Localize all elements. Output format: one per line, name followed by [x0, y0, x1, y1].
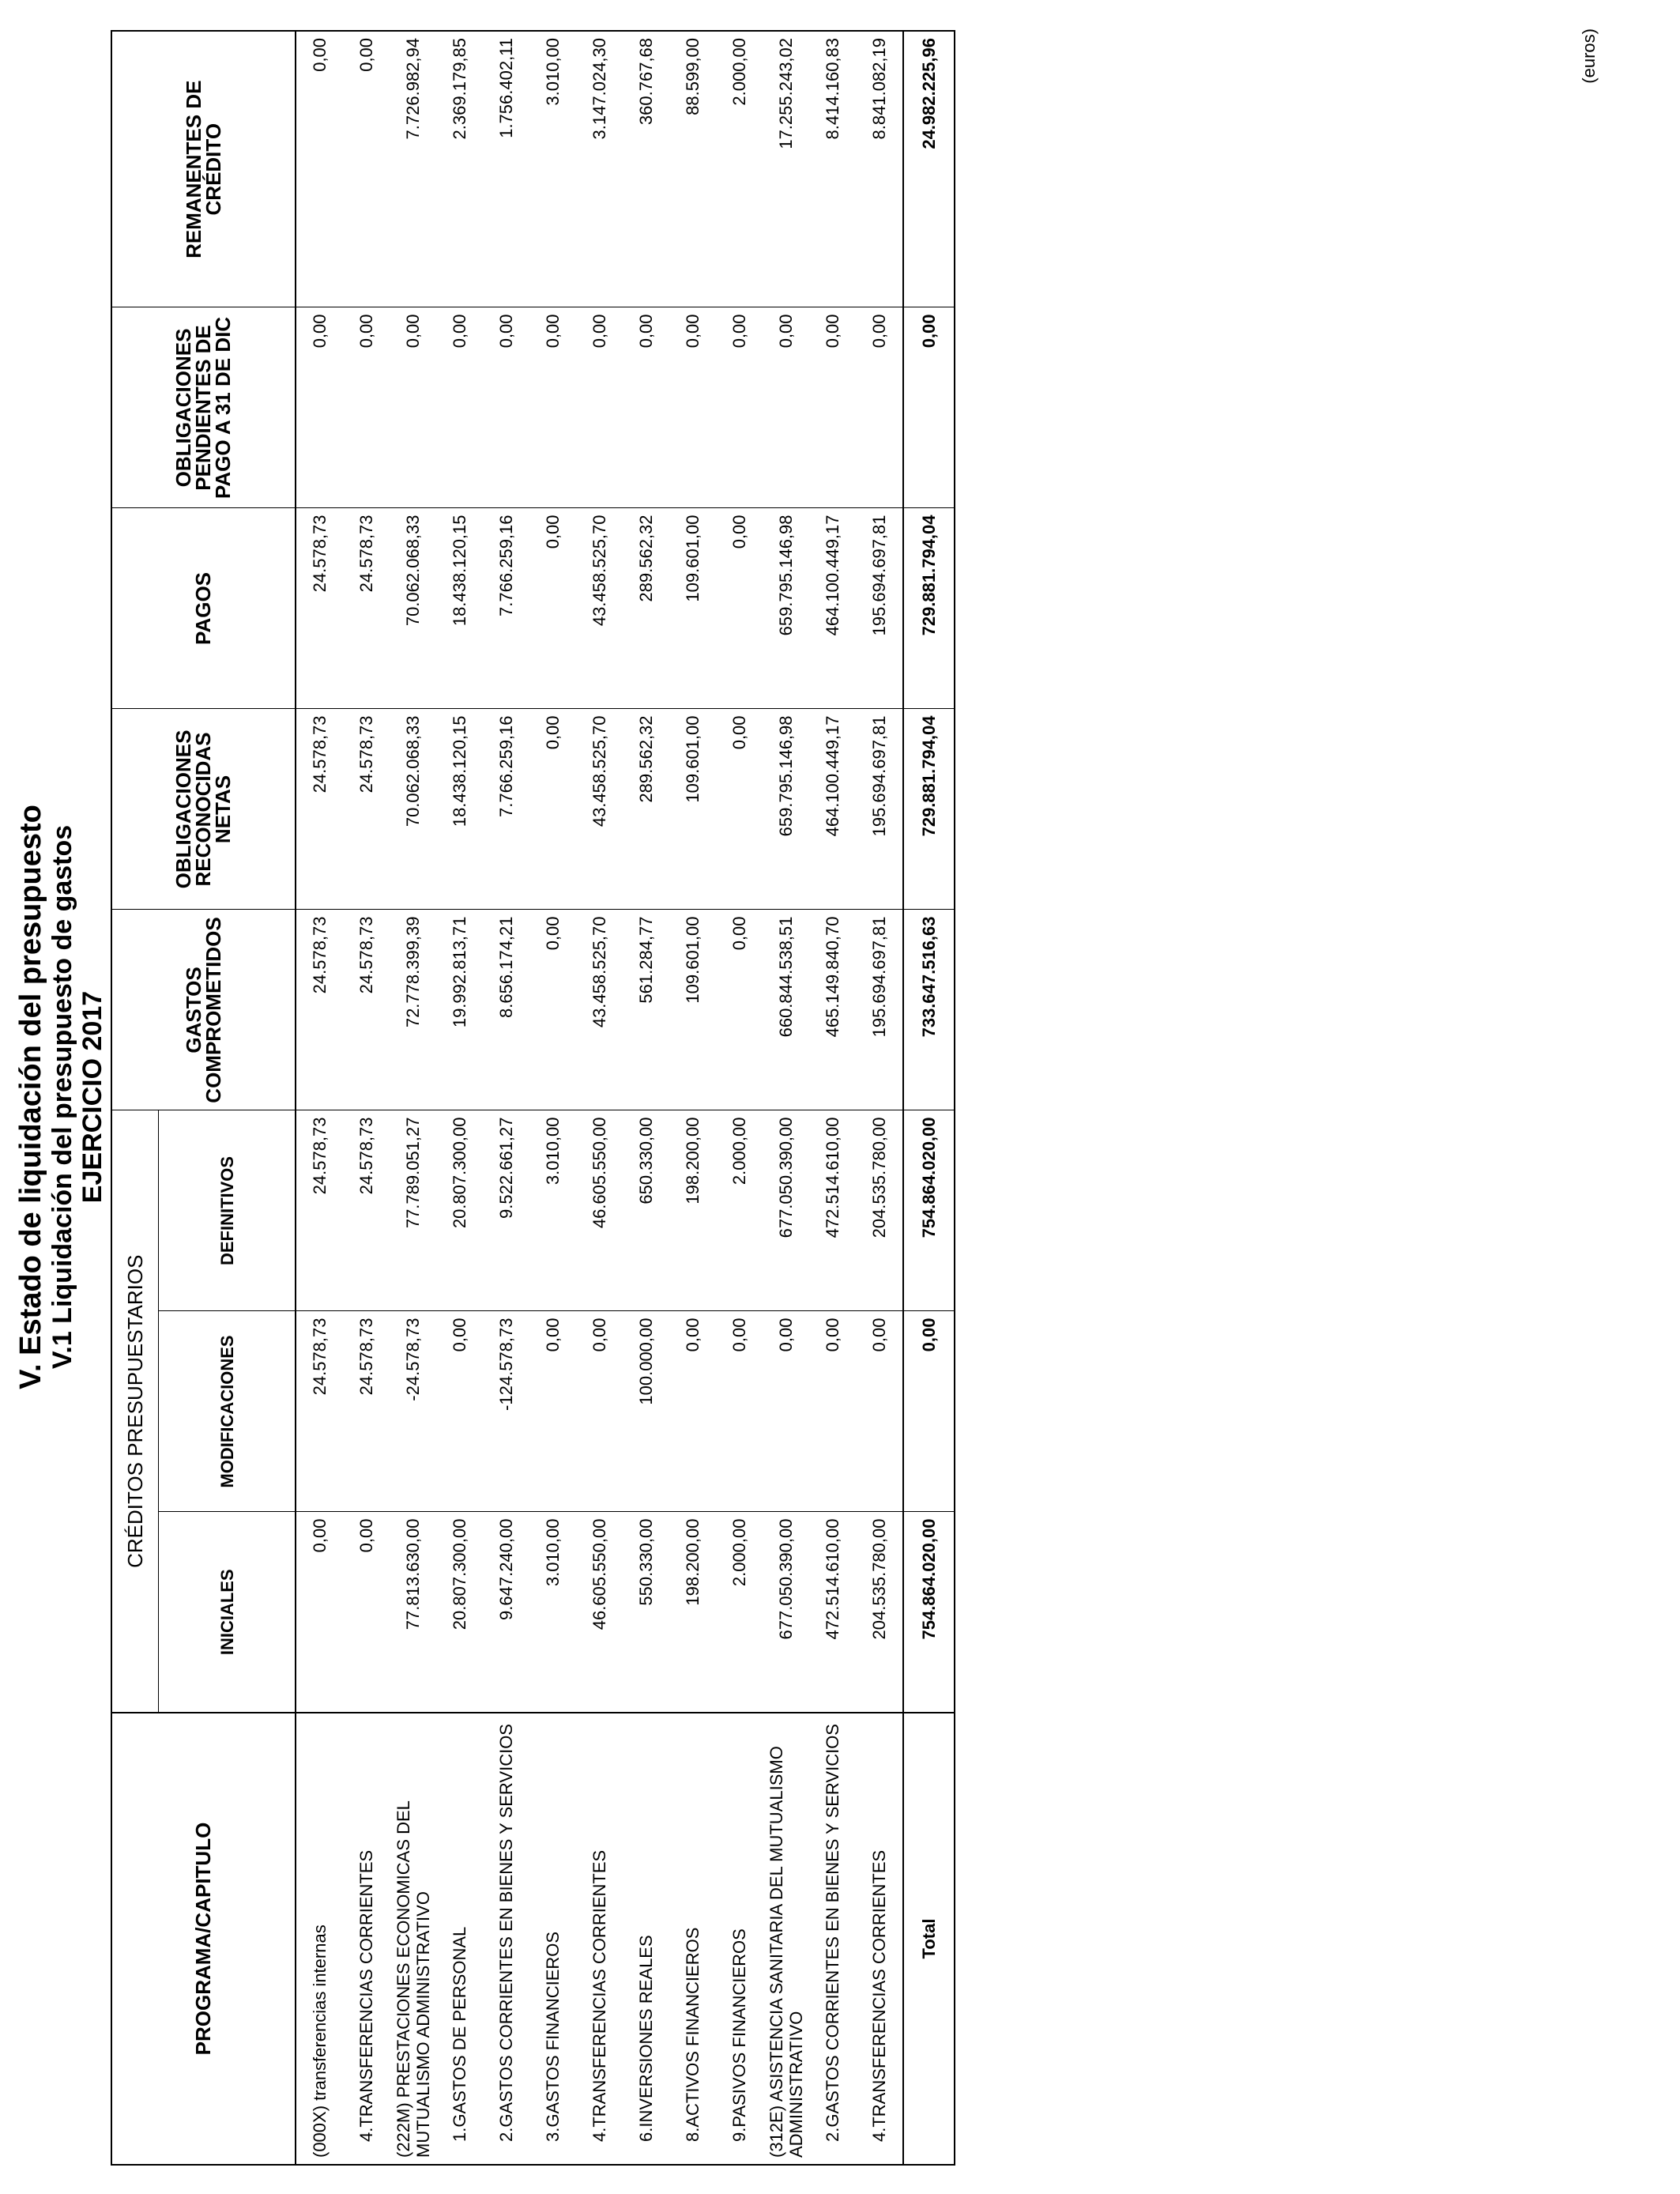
row-value: 24.578,73 [343, 1311, 390, 1512]
row-value: 8.841.082,19 [856, 31, 903, 307]
page-subtitle: V.1 Liquidación del presupuesto de gastos [47, 824, 77, 1370]
row-value: 659.795.146,98 [763, 508, 809, 709]
table-row [390, 31, 436, 2165]
total-value: 0,00 [903, 307, 955, 508]
row-value: 0,00 [716, 1311, 763, 1512]
table-row [529, 31, 576, 2165]
row-value: 204.535.780,00 [856, 1110, 903, 1311]
table-row [343, 31, 390, 2165]
row-value: 677.050.390,00 [763, 1512, 809, 1713]
header-modificaciones: MODIFICACIONES [159, 1311, 296, 1512]
row-value: 7.766.259,16 [483, 508, 529, 709]
row-value: 1.756.402,11 [483, 31, 529, 307]
row-value: 43.458.525,70 [576, 508, 623, 709]
row-value: 3.010,00 [529, 1512, 576, 1713]
row-value: 43.458.525,70 [576, 910, 623, 1110]
row-value: 464.100.449,17 [809, 508, 856, 709]
row-value: -124.578,73 [483, 1311, 529, 1512]
table-row [296, 31, 343, 2165]
table-row [483, 31, 529, 2165]
row-value: 0,00 [856, 1311, 903, 1512]
row-value: 2.369.179,85 [436, 31, 483, 307]
total-label: Total [903, 1713, 955, 2165]
row-value: 0,00 [436, 307, 483, 508]
row-value: 360.767,68 [623, 31, 669, 307]
row-value: 650.330,00 [623, 1110, 669, 1311]
row-value: 289.562,32 [623, 508, 669, 709]
row-value: 70.062.068,33 [390, 709, 436, 910]
row-label: (312E) ASISTENCIA SANITARIA DEL MUTUALISMO ADMINISTRATIVO [766, 1746, 806, 2158]
row-value: 289.562,32 [623, 709, 669, 910]
row-value: 659.795.146,98 [763, 709, 809, 910]
row-value: 109.601,00 [669, 910, 716, 1110]
row-value: 9.647.240,00 [483, 1512, 529, 1713]
table-body [296, 31, 955, 2165]
row-value: 17.255.243,02 [763, 31, 809, 307]
row-value: 0,00 [716, 709, 763, 910]
total-value: 0,00 [903, 1311, 955, 1512]
row-value: 18.438.120,15 [436, 508, 483, 709]
row-value: 77.789.051,27 [390, 1110, 436, 1311]
row-value: 0,00 [716, 307, 763, 508]
row-value: 660.844.538,51 [763, 910, 809, 1110]
row-value: 0,00 [529, 508, 576, 709]
row-value: 0,00 [576, 307, 623, 508]
row-value: 24.578,73 [343, 709, 390, 910]
header-pagos: PAGOS [111, 508, 296, 709]
row-value: 195.694.697,81 [856, 709, 903, 910]
table-row [716, 31, 763, 2165]
table-row [809, 31, 856, 2165]
row-value: 20.807.300,00 [436, 1512, 483, 1713]
row-value: 0,00 [483, 307, 529, 508]
page-title: V. Estado de liquidación del presupuesto [14, 805, 47, 1389]
table-row [763, 31, 809, 2165]
row-value: 7.726.982,94 [390, 31, 436, 307]
row-value: 24.578,73 [296, 910, 343, 1110]
row-value: 0,00 [529, 307, 576, 508]
row-value: 561.284,77 [623, 910, 669, 1110]
row-label: 9.PASIVOS FINANCIEROS [729, 1928, 749, 2142]
row-value: 2.000,00 [716, 31, 763, 307]
header-remanentes: REMANENTES DE CRÉDITO [111, 31, 296, 307]
row-label: 6.INVERSIONES REALES [636, 1935, 656, 2142]
row-value: 0,00 [669, 1311, 716, 1512]
row-value: 464.100.449,17 [809, 709, 856, 910]
header-definitivos: DEFINITIVOS [159, 1110, 296, 1311]
row-value: 24.578,73 [296, 1110, 343, 1311]
row-value: 195.694.697,81 [856, 508, 903, 709]
row-value: 198.200,00 [669, 1512, 716, 1713]
row-value: 472.514.610,00 [809, 1110, 856, 1311]
row-value: 0,00 [809, 1311, 856, 1512]
table-row [576, 31, 623, 2165]
row-value: 3.010,00 [529, 31, 576, 307]
row-value: 0,00 [669, 307, 716, 508]
row-label: (222M) PRESTACIONES ECONOMICAS DEL MUTUALISMO ADMINISTRATIVO [393, 1800, 433, 2158]
row-value: 109.601,00 [669, 709, 716, 910]
row-value: 72.778.399,39 [390, 910, 436, 1110]
row-label: (000X) transferencias internas [310, 1924, 330, 2158]
row-value: -24.578,73 [390, 1311, 436, 1512]
header-gastos: GASTOS COMPROMETIDOS [111, 910, 296, 1110]
row-label: 4.TRANSFERENCIAS CORRIENTES [356, 1849, 376, 2142]
row-value: 18.438.120,15 [436, 709, 483, 910]
row-value: 0,00 [623, 307, 669, 508]
row-value: 8.656.174,21 [483, 910, 529, 1110]
row-value: 19.992.813,71 [436, 910, 483, 1110]
row-value: 24.578,73 [343, 910, 390, 1110]
total-value: 733.647.516,63 [903, 910, 955, 1110]
header-obligaciones: OBLIGACIONES RECONOCIDAS NETAS [111, 709, 296, 910]
row-value: 195.694.697,81 [856, 910, 903, 1110]
row-value: 7.766.259,16 [483, 709, 529, 910]
row-value: 472.514.610,00 [809, 1512, 856, 1713]
row-value: 0,00 [343, 307, 390, 508]
total-value: 754.864.020,00 [903, 1512, 955, 1713]
row-label: 8.ACTIVOS FINANCIEROS [683, 1927, 703, 2142]
row-value: 0,00 [809, 307, 856, 508]
table-row [436, 31, 483, 2165]
header-pendientes: OBLIGACIONES PENDIENTES DE PAGO A 31 DE DIC [111, 307, 296, 508]
currency-unit: (euros) [1579, 28, 1599, 84]
row-value: 0,00 [716, 910, 763, 1110]
row-value: 24.578,73 [296, 1311, 343, 1512]
total-value: 24.982.225,96 [903, 31, 955, 307]
row-value: 46.605.550,00 [576, 1110, 623, 1311]
row-value: 100.000,00 [623, 1311, 669, 1512]
row-value: 465.149.840,70 [809, 910, 856, 1110]
table-row [669, 31, 716, 2165]
row-value: 0,00 [296, 1512, 343, 1713]
row-value: 0,00 [343, 1512, 390, 1713]
fiscal-year: EJERCICIO 2017 [77, 990, 107, 1204]
row-value: 2.000,00 [716, 1512, 763, 1713]
header-creditos: CRÉDITOS PRESUPUESTARIOS [111, 1110, 159, 1713]
row-value: 9.522.661,27 [483, 1110, 529, 1311]
row-value: 24.578,73 [296, 508, 343, 709]
budget-table [111, 30, 955, 2166]
row-value: 204.535.780,00 [856, 1512, 903, 1713]
row-value: 109.601,00 [669, 508, 716, 709]
table-row [856, 31, 903, 2165]
row-value: 24.578,73 [343, 1110, 390, 1311]
row-value: 0,00 [856, 307, 903, 508]
row-value: 198.200,00 [669, 1110, 716, 1311]
row-value: 43.458.525,70 [576, 709, 623, 910]
row-label: 4.TRANSFERENCIAS CORRIENTES [869, 1849, 889, 2142]
row-value: 550.330,00 [623, 1512, 669, 1713]
header-programa: PROGRAMA/CAPITULO [111, 1713, 296, 2165]
header-iniciales: INICIALES [159, 1512, 296, 1713]
row-value: 20.807.300,00 [436, 1110, 483, 1311]
row-value: 0,00 [763, 1311, 809, 1512]
row-value: 0,00 [576, 1311, 623, 1512]
row-label: 3.GASTOS FINANCIEROS [543, 1931, 563, 2142]
row-label: 4.TRANSFERENCIAS CORRIENTES [590, 1849, 609, 2142]
row-value: 24.578,73 [343, 508, 390, 709]
total-value: 729.881.794,04 [903, 508, 955, 709]
row-value: 24.578,73 [296, 709, 343, 910]
total-value: 729.881.794,04 [903, 709, 955, 910]
total-value: 754.864.020,00 [903, 1110, 955, 1311]
row-value: 2.000,00 [716, 1110, 763, 1311]
row-value: 70.062.068,33 [390, 508, 436, 709]
row-value: 0,00 [390, 307, 436, 508]
total-row [903, 31, 955, 2165]
row-label: 1.GASTOS DE PERSONAL [450, 1926, 469, 2142]
row-label: 2.GASTOS CORRIENTES EN BIENES Y SERVICIOS [823, 1724, 842, 2142]
row-value: 0,00 [343, 31, 390, 307]
row-value: 8.414.160,83 [809, 31, 856, 307]
row-value: 0,00 [529, 910, 576, 1110]
row-label: 2.GASTOS CORRIENTES EN BIENES Y SERVICIOS [496, 1724, 516, 2142]
row-value: 677.050.390,00 [763, 1110, 809, 1311]
row-value: 0,00 [296, 307, 343, 508]
row-value: 0,00 [436, 1311, 483, 1512]
row-value: 46.605.550,00 [576, 1512, 623, 1713]
row-value: 3.147.024,30 [576, 31, 623, 307]
row-value: 88.599,00 [669, 31, 716, 307]
row-value: 3.010,00 [529, 1110, 576, 1311]
row-value: 0,00 [763, 307, 809, 508]
row-value: 0,00 [529, 1311, 576, 1512]
row-value: 0,00 [716, 508, 763, 709]
table-row [623, 31, 669, 2165]
row-value: 0,00 [296, 31, 343, 307]
row-value: 0,00 [529, 709, 576, 910]
row-value: 77.813.630,00 [390, 1512, 436, 1713]
